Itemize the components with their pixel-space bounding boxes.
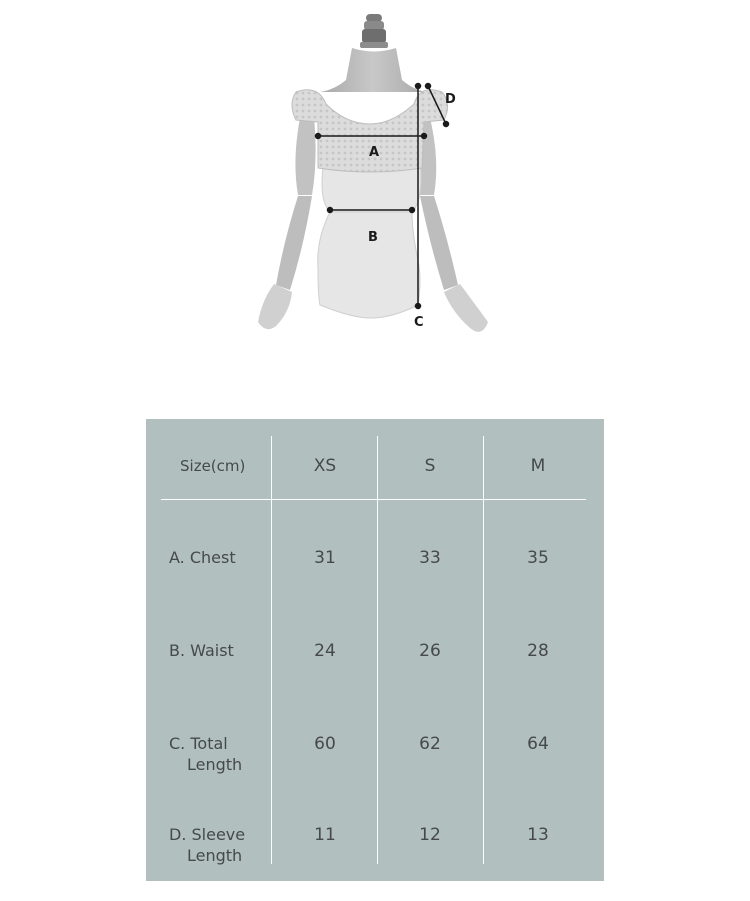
- table-cell: 33: [419, 548, 441, 568]
- table-cell: 31: [314, 548, 336, 568]
- table-divider: [377, 436, 378, 864]
- measure-label-b: B: [368, 230, 378, 245]
- header-divider: [161, 499, 586, 500]
- measure-label-c: C: [414, 315, 424, 330]
- size-chart-table: [146, 419, 604, 881]
- header-size-m: M: [530, 456, 546, 476]
- mannequin-illustration: [0, 0, 750, 360]
- table-cell: 60: [314, 734, 336, 754]
- table-cell: 12: [419, 825, 441, 845]
- table-cell: 64: [527, 734, 549, 754]
- table-cell: 28: [527, 641, 549, 661]
- mannequin-finial: [360, 14, 388, 48]
- measure-label-d: D: [445, 92, 456, 107]
- header-size-label: Size(cm): [180, 457, 246, 475]
- row-label-waist: B. Waist: [169, 641, 234, 660]
- table-divider: [483, 436, 484, 864]
- table-cell: 24: [314, 641, 336, 661]
- table-cell: 35: [527, 548, 549, 568]
- table-cell: 13: [527, 825, 549, 845]
- table-cell: 26: [419, 641, 441, 661]
- row-label-chest: A. Chest: [169, 548, 236, 567]
- measure-label-a: A: [369, 145, 380, 160]
- mannequin-measurement-figure: [0, 0, 750, 360]
- table-divider: [271, 436, 272, 864]
- header-size-s: S: [424, 456, 436, 476]
- table-cell: 62: [419, 734, 441, 754]
- row-label-sleeve-length: D. Sleeve Length: [169, 825, 246, 865]
- row-label-total-length: C. Total Length: [169, 734, 243, 774]
- table-cell: 11: [314, 825, 336, 845]
- mannequin-neck: [320, 48, 426, 92]
- header-size-xs: XS: [313, 456, 337, 476]
